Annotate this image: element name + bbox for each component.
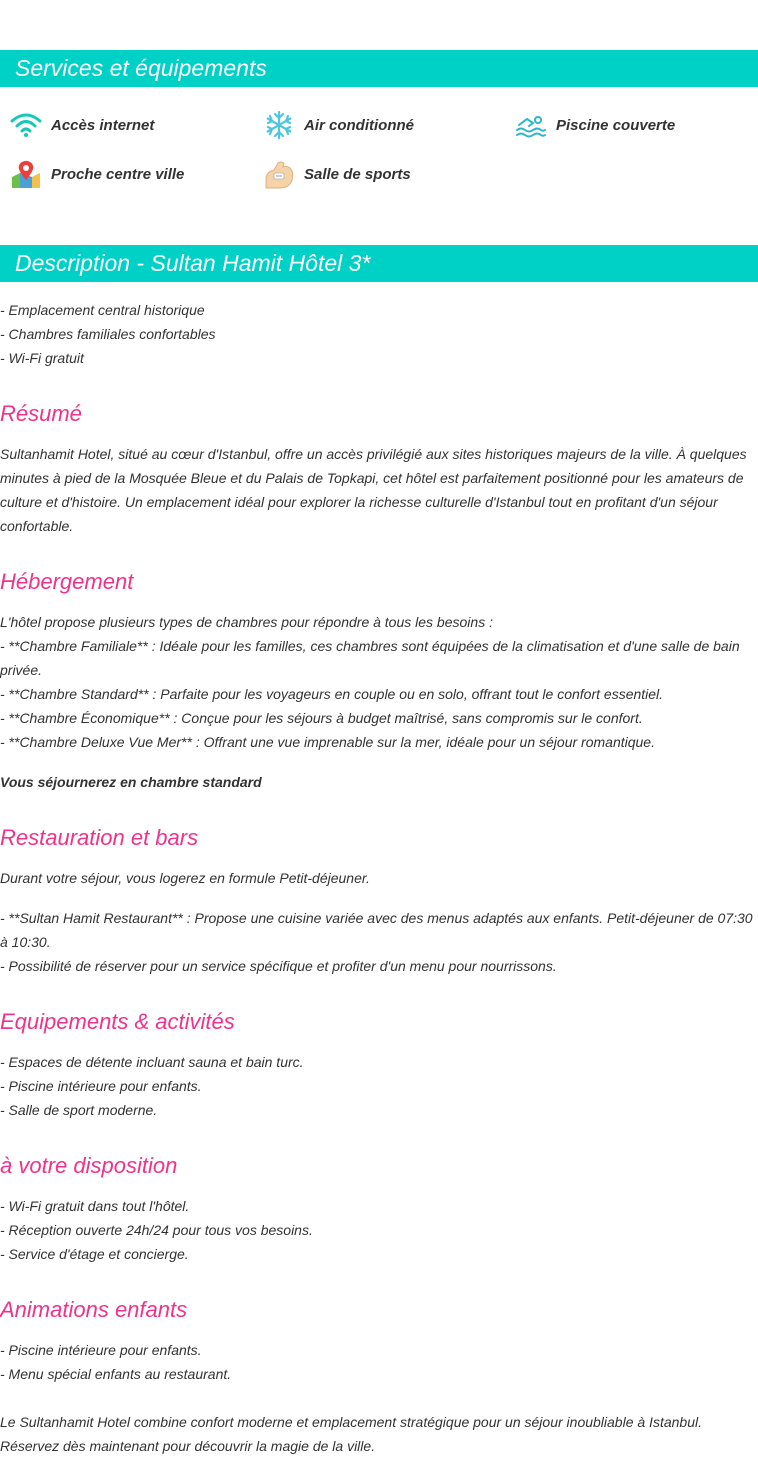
animations-heading: Animations enfants	[0, 1297, 188, 1322]
room-note: Vous séjournerez en chambre standard	[0, 774, 262, 790]
service-indoor-pool	[515, 110, 675, 140]
swimmer-icon	[515, 110, 547, 140]
bicep-icon	[263, 159, 295, 189]
room-type-line: - **Chambre Familiale** : Idéale pour les familles, ces chambres sont équipées de la climatisation et d'une salle de bain privée.	[0, 638, 740, 678]
hebergement-intro: L'hôtel propose plusieurs types de chambres pour répondre à tous les besoins :	[0, 614, 493, 630]
restaurant-line: - **Sultan Hamit Restaurant** : Propose une cuisine variée avec des menus adaptés aux enfants. Petit-déjeuner de 07:30 à 10:30.	[0, 910, 753, 950]
service-label: Accès internet	[51, 116, 155, 134]
service-label: Piscine couverte	[556, 116, 676, 134]
equipements-heading: Equipements & activités	[0, 1009, 235, 1034]
equipements-text	[0, 1050, 758, 1122]
disposition-line: - Réception ouverte 24h/24 pour tous vos besoins.	[0, 1222, 313, 1238]
conclusion-text: Le Sultanhamit Hotel combine confort moderne et emplacement stratégique pour un séjour inoubliable à Istanbul. Réservez dès maintenant pour découvrir la magie de la ville.	[0, 1414, 702, 1454]
resume-text	[0, 442, 758, 538]
hebergement-text	[0, 610, 758, 754]
disposition-line: - Wi-Fi gratuit dans tout l'hôtel.	[0, 1198, 190, 1214]
highlight-line: - Wi-Fi gratuit	[0, 350, 84, 366]
wifi-icon	[10, 110, 42, 140]
disposition-line: - Service d'étage et concierge.	[0, 1246, 189, 1262]
restauration-text	[0, 906, 758, 978]
service-internet	[10, 110, 154, 140]
description-highlights	[0, 298, 758, 370]
animation-line: - Piscine intérieure pour enfants.	[0, 1342, 202, 1358]
service-label: Salle de sports	[304, 165, 411, 183]
highlight-line: - Emplacement central historique	[0, 302, 205, 318]
highlight-line: - Chambres familiales confortables	[0, 326, 216, 342]
disposition-text	[0, 1194, 758, 1266]
service-label: Air conditionné	[304, 116, 414, 134]
resume-heading: Résumé	[0, 401, 82, 426]
animation-line: - Menu spécial enfants au restaurant.	[0, 1366, 232, 1382]
resume-paragraph: Sultanhamit Hotel, situé au cœur d'Istanbul, offre un accès privilégié aux sites historiques majeurs de la ville. À quelques minutes à pied de la Mosquée Bleue et du Palais de Topkapi, cet hôtel est parfaitement positionné pour les amateurs de culture et d'histoire. Un emplacement idéal pour explorer la richesse culturelle d'Istanbul tout en profitant d'un séjour confortable.	[0, 446, 747, 534]
service-city-center	[10, 159, 184, 189]
service-air-conditioning	[263, 110, 414, 140]
restauration-formula: Durant votre séjour, vous logerez en formule Petit-déjeuner.	[0, 870, 370, 886]
equipement-line: - Piscine intérieure pour enfants.	[0, 1078, 202, 1094]
equipement-line: - Salle de sport moderne.	[0, 1102, 158, 1118]
description-section-title: Description - Sultan Hamit Hôtel 3*	[0, 245, 758, 282]
restauration-heading: Restauration et bars	[0, 825, 199, 850]
room-type-line: - **Chambre Standard** : Parfaite pour les voyageurs en couple ou en solo, offrant tout le confort essentiel.	[0, 686, 664, 702]
services-section-title: Services et équipements	[0, 50, 758, 87]
room-type-line: - **Chambre Deluxe Vue Mer** : Offrant une vue imprenable sur la mer, idéale pour un séjour romantique.	[0, 734, 655, 750]
room-type-line: - **Chambre Économique** : Conçue pour les séjours à budget maîtrisé, sans compromis sur le confort.	[0, 710, 643, 726]
service-label: Proche centre ville	[51, 165, 185, 183]
restaurant-line: - Possibilité de réserver pour un service spécifique et profiter d'un menu pour nourrissons.	[0, 958, 557, 974]
hebergement-heading: Hébergement	[0, 569, 134, 594]
equipement-line: - Espaces de détente incluant sauna et bain turc.	[0, 1054, 304, 1070]
snowflake-icon	[263, 110, 295, 140]
disposition-heading: à votre disposition	[0, 1153, 178, 1178]
animations-text	[0, 1338, 758, 1386]
service-gym	[263, 159, 411, 189]
map-pin-icon	[10, 159, 42, 189]
